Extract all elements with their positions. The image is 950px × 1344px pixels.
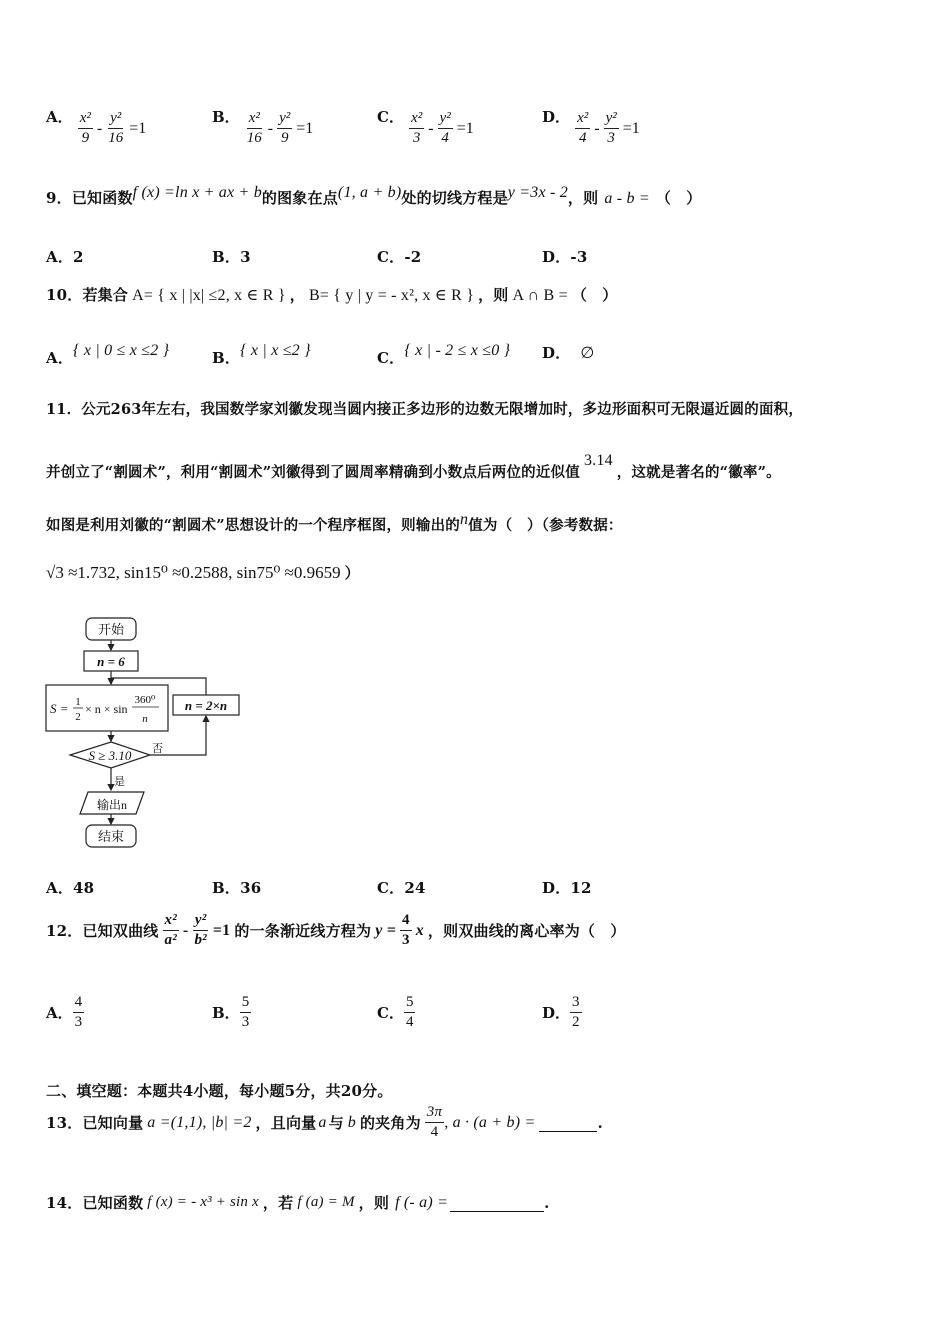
angle-num: 360⁰ xyxy=(134,694,156,706)
q10-option-d[interactable]: D． ∅ xyxy=(542,344,595,362)
n-variable: n xyxy=(459,511,469,528)
answer-blank[interactable] xyxy=(450,1193,544,1212)
angle-den: n xyxy=(142,713,148,725)
hyperbola-equation: $\frac{\text{x²}}{\text{a²}}$ - $\frac{\text{y²}}{\text{b²}}$ =1 xyxy=(164,912,231,948)
vector-b: b xyxy=(347,1113,356,1131)
end-label: 结束 xyxy=(97,829,125,844)
question-number: 10． xyxy=(46,286,83,304)
q8-option-d[interactable]: D． $\frac{\text{x²}}{4}$ - $\frac{\text{y²}}{3}$ =1 xyxy=(542,108,640,146)
update-label: n = 2×n xyxy=(184,698,228,713)
question-11-line-3: 如图是利用刘徽的“割圆术”思想设计的一个程序框图，则输出的$^n$值为（ ）（参考数据： xyxy=(46,511,623,534)
question-number: 13． xyxy=(46,1114,83,1132)
pi-value: 3.14 xyxy=(583,452,613,469)
q11-option-c[interactable]: C．24 xyxy=(377,879,426,897)
question-number: 14． xyxy=(46,1194,83,1212)
question-10-stem: 10．若集合 A= { x | |x| ≤2, x ∈ R } ， B= { y | y = - x², x ∈ R } ，则 A ∩ B = （ ） xyxy=(46,286,618,304)
s-mid-label: × n × sin xyxy=(85,702,128,716)
output-label: 输出n xyxy=(96,798,128,812)
q12-option-d[interactable]: D． $\frac{3}{2}$ xyxy=(542,994,580,1030)
question-12-stem: 12． 已知双曲线 $\frac{\text{x²}}{\text{a²}}$ - $\frac{\text{y²}}{\text{b²}}$ =1 的一条渐近线方程为 y = $\frac{4}{3}$ x ，则双曲线的离心率为（ ） xyxy=(46,912,626,948)
question-number: 12． xyxy=(46,922,83,940)
condition-expr: f (a) = M xyxy=(297,1194,355,1210)
tangent-line-expr: y =3x - 2 xyxy=(507,184,568,201)
yes-label: 是 xyxy=(114,776,125,788)
difference-expr: a - b = xyxy=(604,190,650,207)
q10-option-a[interactable]: A．$^{\{ x | 0 \le x \le 2 \}}$ xyxy=(46,342,170,367)
option-label: D． xyxy=(542,108,571,126)
q12-option-c[interactable]: C． $\frac{5}{4}$ xyxy=(377,994,414,1030)
q8-option-c[interactable]: C． $\frac{\text{x²}}{3}$ - $\frac{\text{y²}}{4}$ =1 xyxy=(377,108,474,146)
answer-blank[interactable] xyxy=(539,1113,597,1132)
asymptote-equation: y = $\frac{4}{3}$ x xyxy=(375,912,424,948)
question-number: 9． xyxy=(46,189,72,207)
q9-option-a[interactable]: A．2 xyxy=(46,248,84,266)
vector-expr: a =(1,1), |b| =2 xyxy=(147,1113,252,1131)
question-13-stem: 13． 已知向量 a =(1,1), |b| =2 ，且向量 a 与 b 的夹角为 $\frac{3\pi}{4}$ , a · (a + b) = . xyxy=(46,1104,603,1140)
reference-data: √3 ≈1.732, sin15⁰ ≈0.2588, sin75⁰ ≈0.9659 ） xyxy=(46,563,360,582)
q11-option-a[interactable]: A．48 xyxy=(46,879,95,897)
s-lhs-label: S = xyxy=(50,701,69,716)
point-expr: (1, a + b) xyxy=(337,184,402,201)
q9-option-d[interactable]: D．-3 xyxy=(542,248,588,266)
question-11-line-1: 11．公元263年左右，我国数学家刘徽发现当圆内接正多边形的边数无限增加时，多边形面积可无限逼近圆的面积， xyxy=(46,401,804,418)
set-a-expr: A= { x | |x| ≤2, x ∈ R } xyxy=(132,287,286,304)
answer-paren: （ ） xyxy=(655,189,702,207)
function-expr: f (x) = - x³ + sin x xyxy=(147,1194,259,1210)
init-label: n = 6 xyxy=(97,654,125,669)
option-label: B． xyxy=(212,108,240,126)
dot-product-expr: , a · (a + b) = xyxy=(444,1113,536,1131)
half-num: 1 xyxy=(75,696,81,708)
question-11-line-2: 并创立了“割圆术”，利用“割圆术”刘徽得到了圆周率精确到小数点后两位的近似值$^{3.14}$，这就是著名的“徽率”。 xyxy=(46,452,781,481)
q11-option-d[interactable]: D．12 xyxy=(542,879,592,897)
vector-a: a xyxy=(318,1113,327,1131)
no-label: 否 xyxy=(152,743,163,755)
question-9-stem: 9．已知函数$^{f (x) =ln x + ax + b}$的图象在点$^{(1, a + b)}$处的切线方程是$^{y =3x - 2}$，则 a - b = （ ） xyxy=(46,184,702,207)
option-label: A． xyxy=(46,108,73,126)
start-label: 开始 xyxy=(97,622,125,637)
answer-paren: （ ） xyxy=(571,286,618,304)
set-b-expr: B= { y | y = - x², x ∈ R } xyxy=(308,287,475,304)
question-14-stem: 14． 已知函数 f (x) = - x³ + sin x ，若 f (a) = M ，则 f (- a) = . xyxy=(46,1193,550,1212)
target-expr: f (- a) = xyxy=(395,1193,449,1211)
intersection-expr: A ∩ B = xyxy=(512,287,568,304)
option-label: C． xyxy=(377,108,404,126)
q12-option-b[interactable]: B． $\frac{5}{3}$ xyxy=(212,994,250,1030)
q12-option-a[interactable]: A． $\frac{4}{3}$ xyxy=(46,994,83,1030)
question-number: 11． xyxy=(46,401,82,418)
q11-option-b[interactable]: B．36 xyxy=(212,879,262,897)
half-den: 2 xyxy=(75,711,81,723)
q9-option-b[interactable]: B．3 xyxy=(212,248,251,266)
q9-option-c[interactable]: C．-2 xyxy=(377,248,422,266)
function-expr: f (x) =ln x + ax + b xyxy=(132,184,262,201)
q10-option-b[interactable]: B．$^{\{ x | x \le 2 \}}$ xyxy=(212,342,311,367)
q8-option-a[interactable]: A． $\frac{\text{x²}}{9}$ - $\frac{\text{y²}}{16}$ =1 xyxy=(46,108,147,146)
q8-option-b[interactable]: B． $\frac{\text{x²}}{16}$ - $\frac{\text{y²}}{9}$ =1 xyxy=(212,108,314,146)
flowchart xyxy=(40,612,260,852)
section-heading: 二、填空题：本题共4小题，每小题5分，共20分。 xyxy=(46,1082,393,1100)
angle-fraction: $\frac{3\pi}{4}$ xyxy=(426,1104,443,1140)
q10-option-c[interactable]: C．$^{\{ x | - 2 \le x \le 0 \}}$ xyxy=(377,342,511,367)
condition-label: S ≥ 3.10 xyxy=(88,748,132,763)
